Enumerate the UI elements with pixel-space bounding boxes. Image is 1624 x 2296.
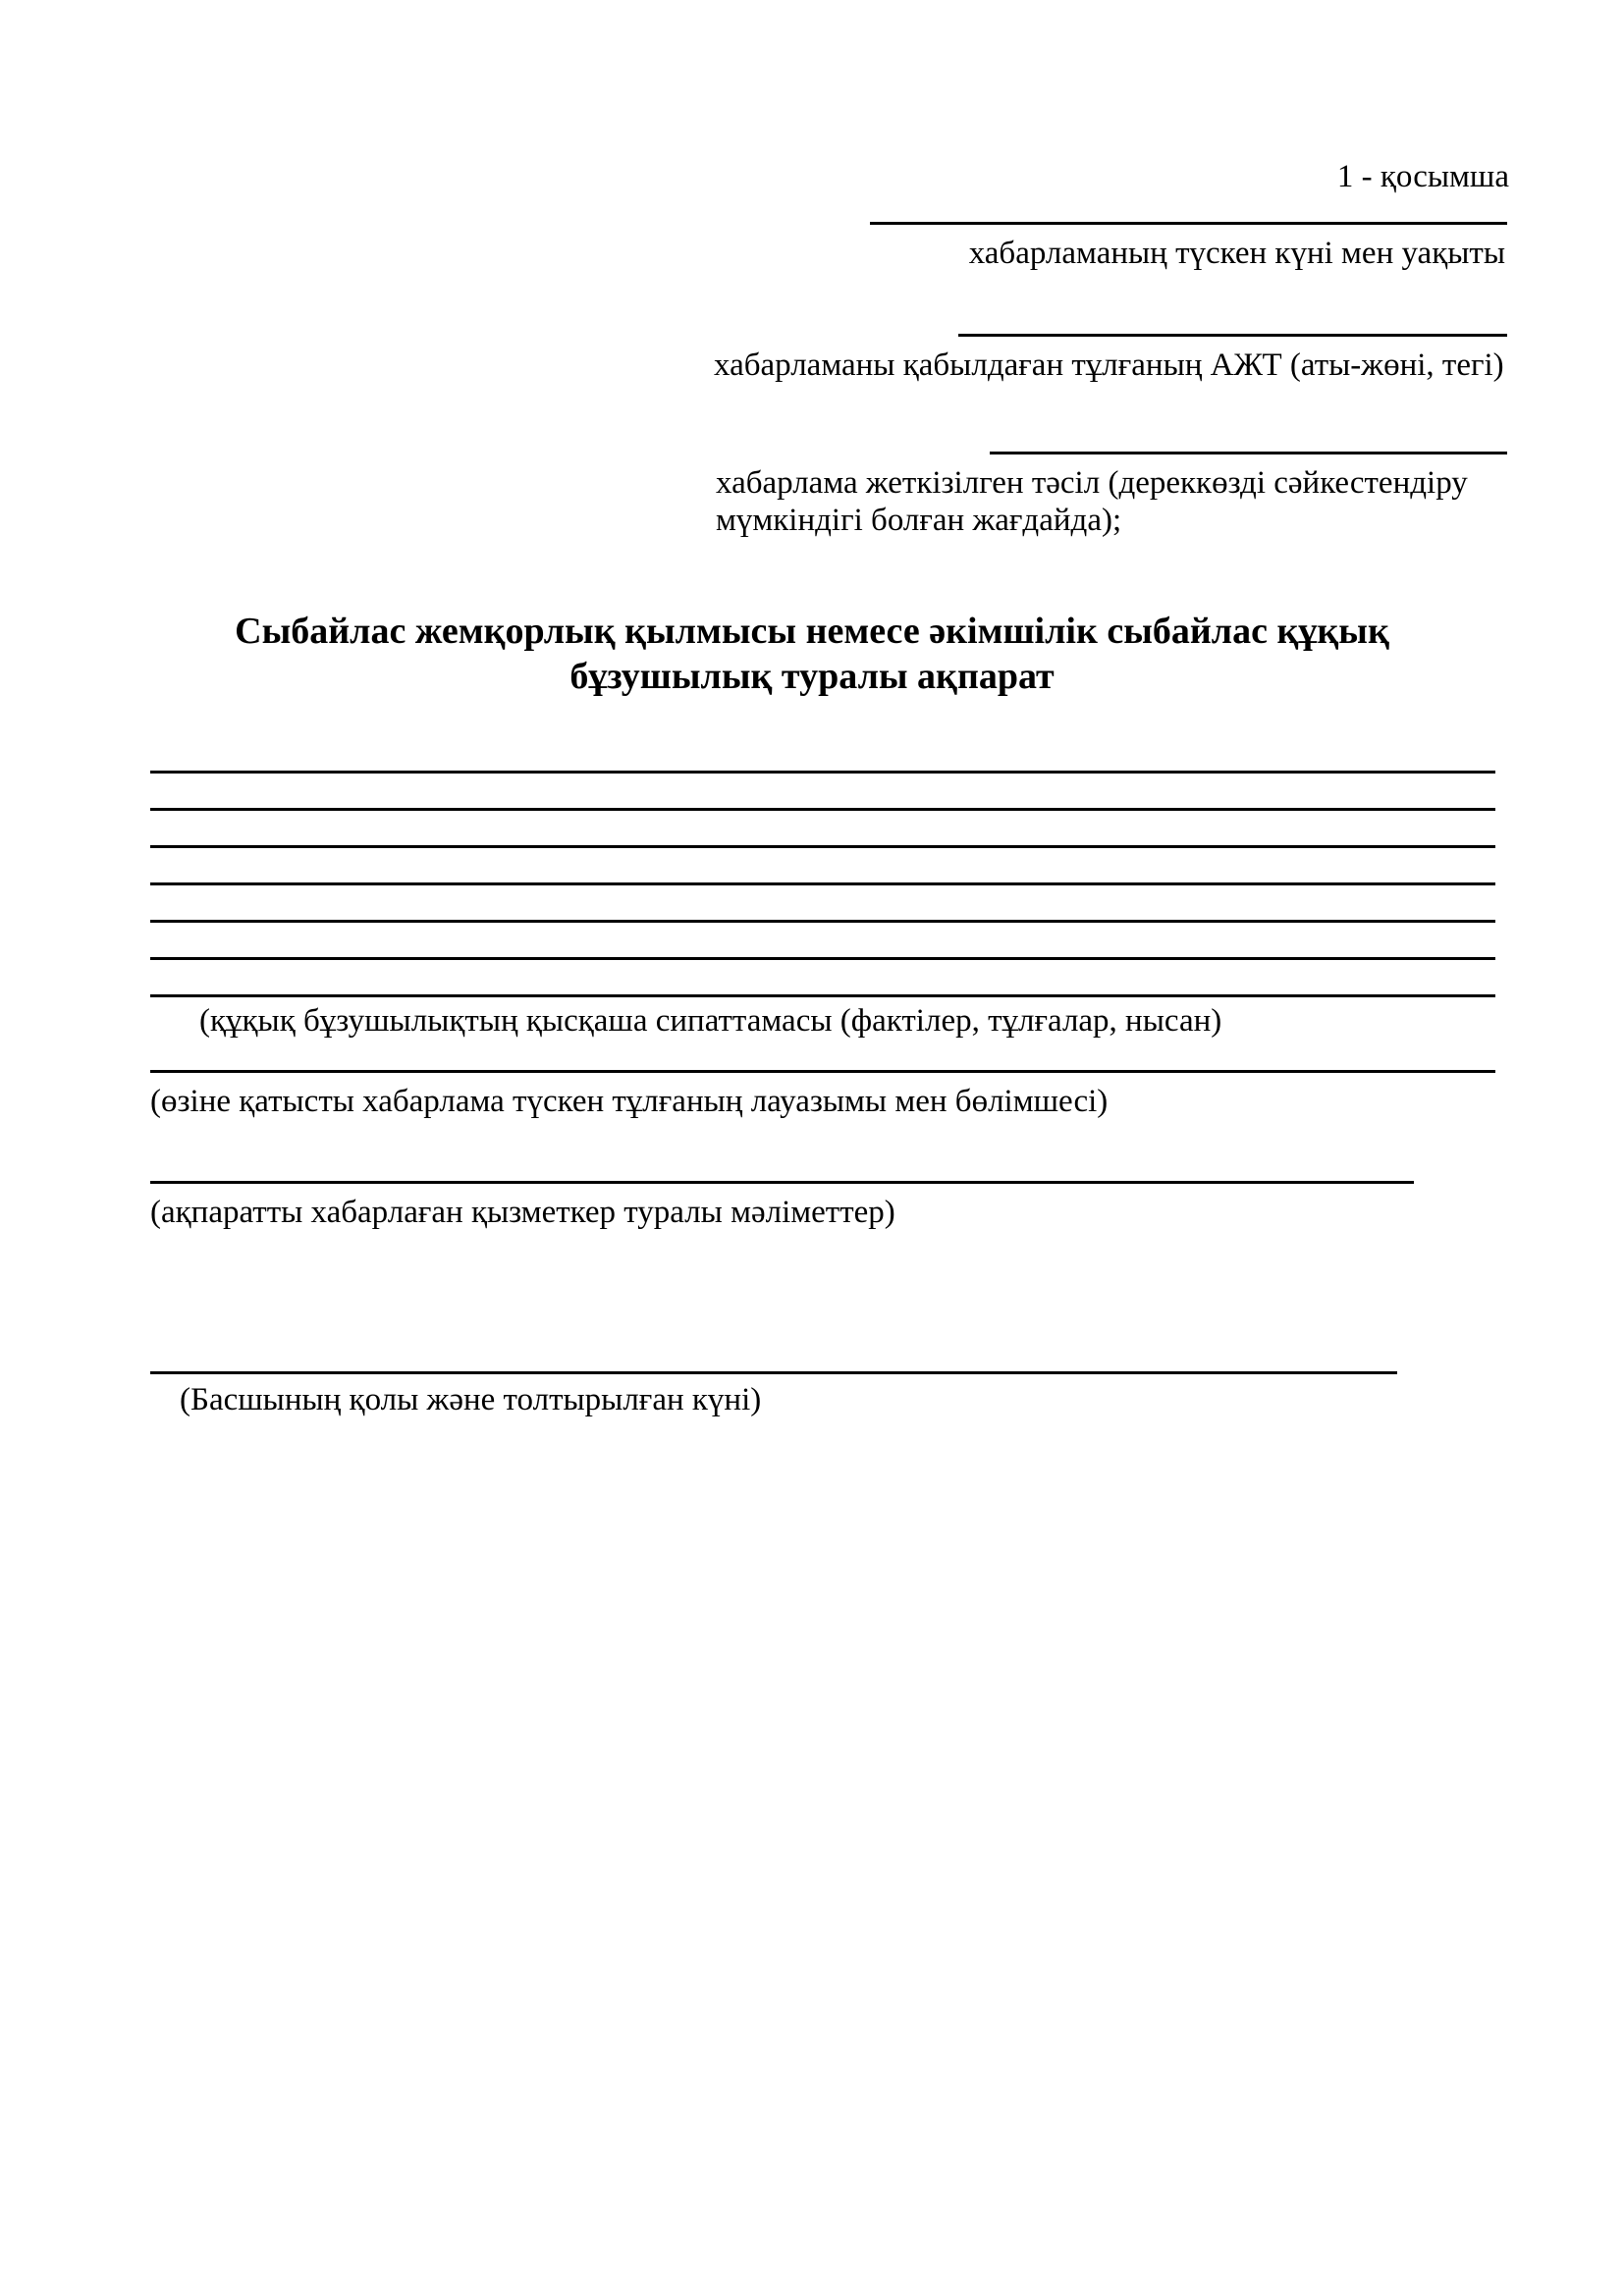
position-blank-line: [150, 1036, 1495, 1073]
reporter-caption: (ақпаратты хабарлаған қызметкер туралы мәліметтер): [150, 1195, 895, 1230]
blank-line: [150, 960, 1495, 997]
notification-datetime-caption: хабарламаның түскен күні мен уақыты: [968, 236, 1505, 271]
delivery-method-caption-line-1: хабарлама жеткізілген тәсіл (дереккөзді сәйкестендіру: [716, 465, 1468, 501]
delivery-method-blank-line: [990, 417, 1507, 454]
receiver-name-blank-line: [958, 299, 1507, 337]
description-caption: (құқық бұзушылықтың қысқаша сипаттамасы (фактілер, тұлғалар, нысан): [199, 1003, 1222, 1039]
position-caption: (өзіне қатысты хабарлама түскен тұлғаның лауазымы мен бөлімшесі): [150, 1084, 1109, 1119]
signature-caption: (Басшының қолы және толтырылған күні): [180, 1382, 762, 1417]
appendix-label: 1 - қосымша: [1336, 159, 1509, 194]
notification-datetime-blank-line: [870, 187, 1507, 225]
reporter-blank-line: [150, 1147, 1414, 1184]
blank-line: [150, 848, 1495, 885]
document-title-line-1: Сыбайлас жемқорлық қылмысы немесе әкімшілік сыбайлас құқық: [235, 611, 1389, 652]
blank-line: [150, 885, 1495, 923]
document-title-line-2: бұзушылық туралы ақпарат: [569, 656, 1055, 697]
blank-line: [150, 923, 1495, 960]
receiver-name-caption: хабарламаны қабылдаған тұлғаның АЖТ (аты-жөні, тегі): [714, 347, 1504, 383]
blank-line: [150, 811, 1495, 848]
blank-line: [150, 774, 1495, 811]
delivery-method-caption: [716, 464, 1531, 539]
signature-blank-line: [150, 1337, 1397, 1374]
blank-line: [150, 736, 1495, 774]
document-title: [147, 609, 1477, 699]
delivery-method-caption-line-2: мүмкіндігі болған жағдайда);: [716, 503, 1122, 538]
description-blank-lines: [150, 736, 1495, 997]
